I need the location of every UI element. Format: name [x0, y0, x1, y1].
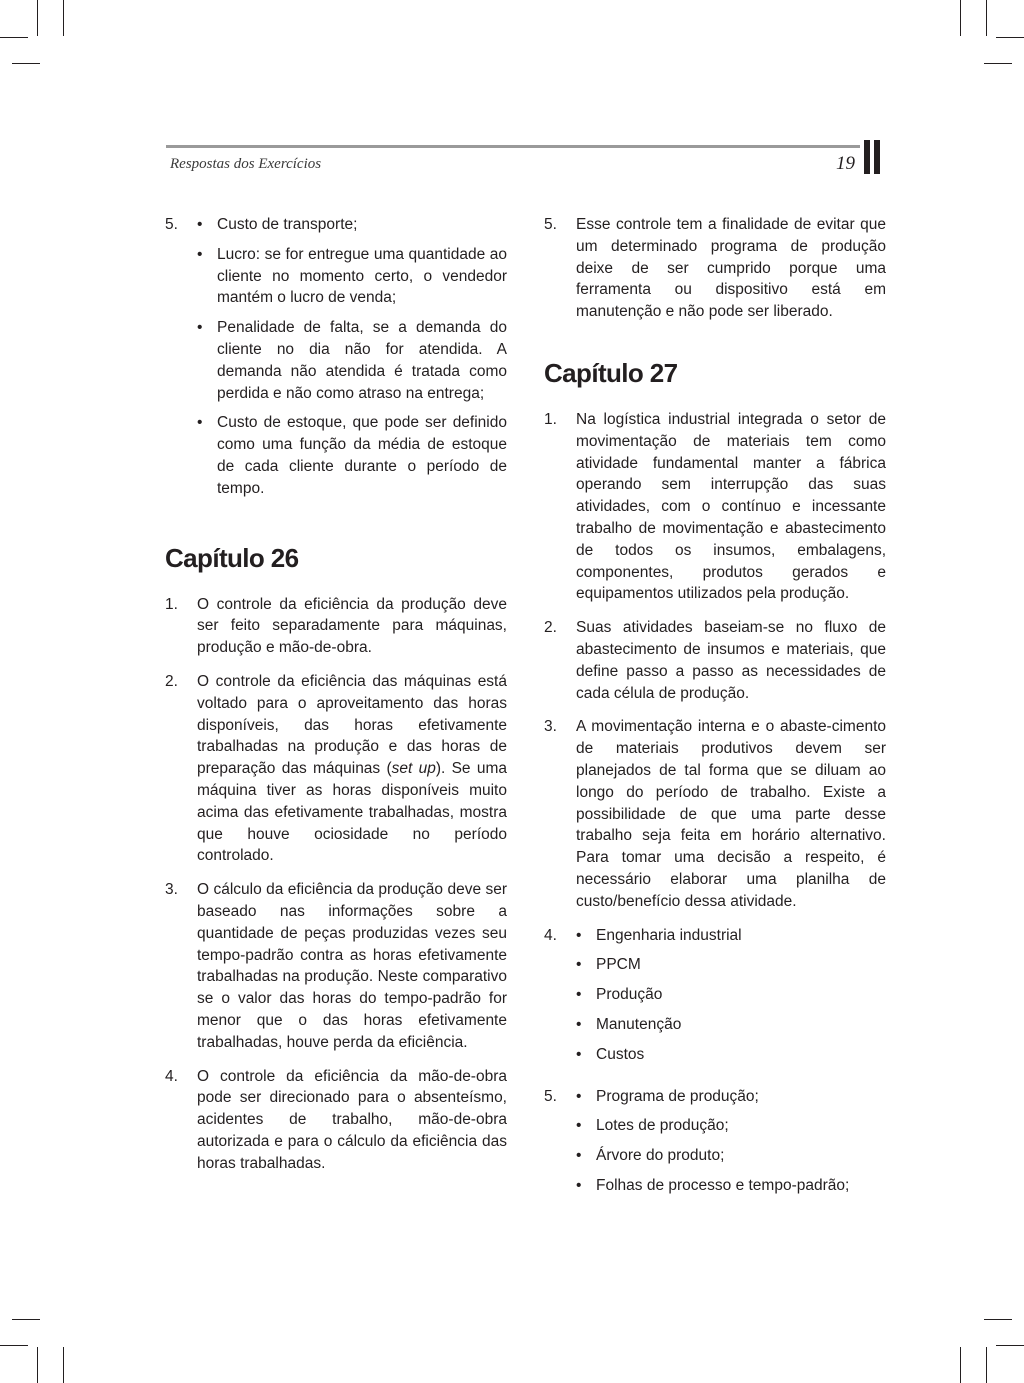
answer-item [544, 409, 886, 605]
answer-item [165, 214, 507, 508]
bullet-icon: • [576, 1117, 582, 1135]
bullet-icon: • [576, 1147, 582, 1165]
item-number: 4. [165, 1067, 178, 1085]
crop-mark [37, 0, 38, 36]
header-rule [166, 145, 860, 148]
crop-mark [12, 1319, 40, 1320]
answer-text: O controle da eficiência das máquinas está voltado para o aproveitamento das horas disponíveis, das horas efetivamente trabalhadas na produção e das horas de preparação das máquinas (set up). Se uma máquina tiver as horas disponíveis muito acima das efetivamente trabalhadas, mostra que houve ociosidade no período controlado. [197, 672, 507, 865]
bullet-icon: • [197, 319, 203, 337]
answer-item [544, 214, 886, 323]
bullet-item: • Lucro: se for entregue uma quantidade ao cliente no momento certo, o vendedor mantém o lucro de venda; [197, 245, 507, 307]
answer-text: Suas atividades baseiam-se no fluxo de abastecimento de insumos e materiais, que define passo a passo as necessidades de cada célula de produção. [576, 619, 886, 702]
crop-mark [996, 1345, 1024, 1346]
answer-item [165, 1066, 507, 1175]
bullet-list [576, 1086, 886, 1197]
bullet-icon: • [197, 414, 203, 432]
item-number: 3. [544, 718, 557, 736]
bullet-item: • Manutenção [576, 1014, 886, 1036]
italic-term: set up [391, 760, 436, 778]
item-number: 1. [544, 410, 557, 428]
chapter-heading: Capítulo 26 [165, 542, 299, 573]
crop-mark [996, 37, 1024, 38]
crop-mark [12, 63, 40, 64]
bullet-icon: • [197, 216, 203, 233]
item-number: 4. [544, 926, 557, 944]
bullet-item: • Engenharia industrial [576, 925, 886, 947]
crop-mark [0, 37, 28, 38]
chapter-heading: Capítulo 27 [544, 357, 678, 388]
answer-item [165, 594, 507, 659]
answer-text: O cálculo da eficiência da produção deve ser baseado nas informações sobre a quantidade de peças produzidas vezes seu tempo-padrão contra as horas efetivamente trabalhadas na produção. Neste comparativo se o valor das horas do tempo-padrão for menor que o das horas efetivamente trabalhadas, houve perda da eficiência. [197, 881, 507, 1051]
crop-mark [0, 1345, 28, 1346]
item-number: 2. [165, 672, 178, 690]
bullet-item: • Lotes de produção; [576, 1115, 886, 1137]
bullet-icon: • [576, 986, 582, 1004]
right-column [544, 214, 886, 1217]
answer-text: A movimentação interna e o abaste-cimento de materiais produtivos devem ser planejados de tal forma que se diluam ao longo do período de trabalho. Existe a possibilidade de que uma parte desse trabalho seja feita em horário alternativo. Para tomar uma decisão a respeito, é necessário elaborar uma planilha de custo/benefício dessa atividade. [576, 718, 886, 910]
bullet-list [576, 925, 886, 1066]
bullet-item: • Produção [576, 984, 886, 1006]
crop-mark [37, 1347, 38, 1383]
answer-item [165, 879, 507, 1053]
running-title: Respostas dos Exercícios [170, 156, 322, 172]
crop-mark [63, 0, 64, 36]
item-number: 5. [544, 216, 557, 233]
answer-item [165, 671, 507, 867]
bullet-item: • Árvore do produto; [576, 1145, 886, 1167]
crop-mark [984, 63, 1012, 64]
bullet-item: • Programa de produção; [576, 1086, 886, 1108]
answer-item [544, 617, 886, 704]
answer-text: O controle da eficiência da mão-de-obra pode ser direcionado para o absenteísmo, acidentes de trabalho, mão-de-obra autorizada e para o cálculo da eficiência das horas trabalhadas. [197, 1067, 507, 1172]
crop-mark [986, 1347, 987, 1383]
bullet-icon: • [197, 245, 203, 263]
bullet-item: • Custo de transporte; [197, 214, 507, 236]
item-number: 3. [165, 881, 178, 899]
bullet-item: • Custo de estoque, que pode ser definido como uma função da média de estoque de cada cliente durante o período de tempo. [197, 414, 507, 497]
answer-text: Esse controle tem a finalidade de evitar que um determinado programa de produção deixe de ser cumprido porque uma ferramenta ou dispositivo está em manutenção e não pode ser liberado. [576, 216, 886, 321]
crop-mark [960, 1347, 961, 1383]
answer-text: Na logística industrial integrada o setor de movimentação de materiais tem como atividade fundamental manter a fábrica operando sem interrupção das suas atividades, com o contínuo e incessante trabalho de movimentação e abastecimento de todos os insumos, embalagens, componentes, produtos gerados e equipamentos utilizados pela produção. [576, 410, 886, 603]
item-number: 2. [544, 619, 557, 637]
crop-mark [63, 1347, 64, 1383]
crop-mark [984, 1319, 1012, 1320]
answer-item [544, 1086, 886, 1205]
answer-item [544, 716, 886, 912]
bullet-icon: • [576, 1015, 582, 1033]
item-number: 1. [165, 595, 178, 613]
bullet-icon: • [576, 1087, 582, 1105]
left-column [165, 214, 507, 1186]
bullet-item: • Custos [576, 1044, 886, 1066]
crop-mark [986, 0, 987, 36]
bullet-icon: • [576, 1176, 582, 1194]
crop-mark [960, 0, 961, 36]
page-number: 19 [836, 153, 855, 174]
bullet-list [197, 214, 507, 500]
page-marker-bar [864, 140, 870, 174]
item-number: 5. [544, 1087, 557, 1105]
bullet-icon: • [576, 1045, 582, 1063]
item-number: 5. [165, 216, 178, 233]
bullet-item: • Penalidade de falta, se a demanda do cliente no dia não for atendida. A demanda não atendida é tratada como perdida e não como atraso na entrega; [197, 319, 507, 402]
bullet-item: • PPCM [576, 954, 886, 976]
bullet-icon: • [576, 926, 582, 944]
bullet-icon: • [576, 956, 582, 974]
answer-text: O controle da eficiência da produção deve ser feito separadamente para máquinas, produção e mão-de-obra. [197, 595, 507, 657]
answer-item [544, 925, 886, 1074]
bullet-item: • Folhas de processo e tempo-padrão; [576, 1175, 886, 1197]
page-marker-bar [874, 140, 880, 174]
